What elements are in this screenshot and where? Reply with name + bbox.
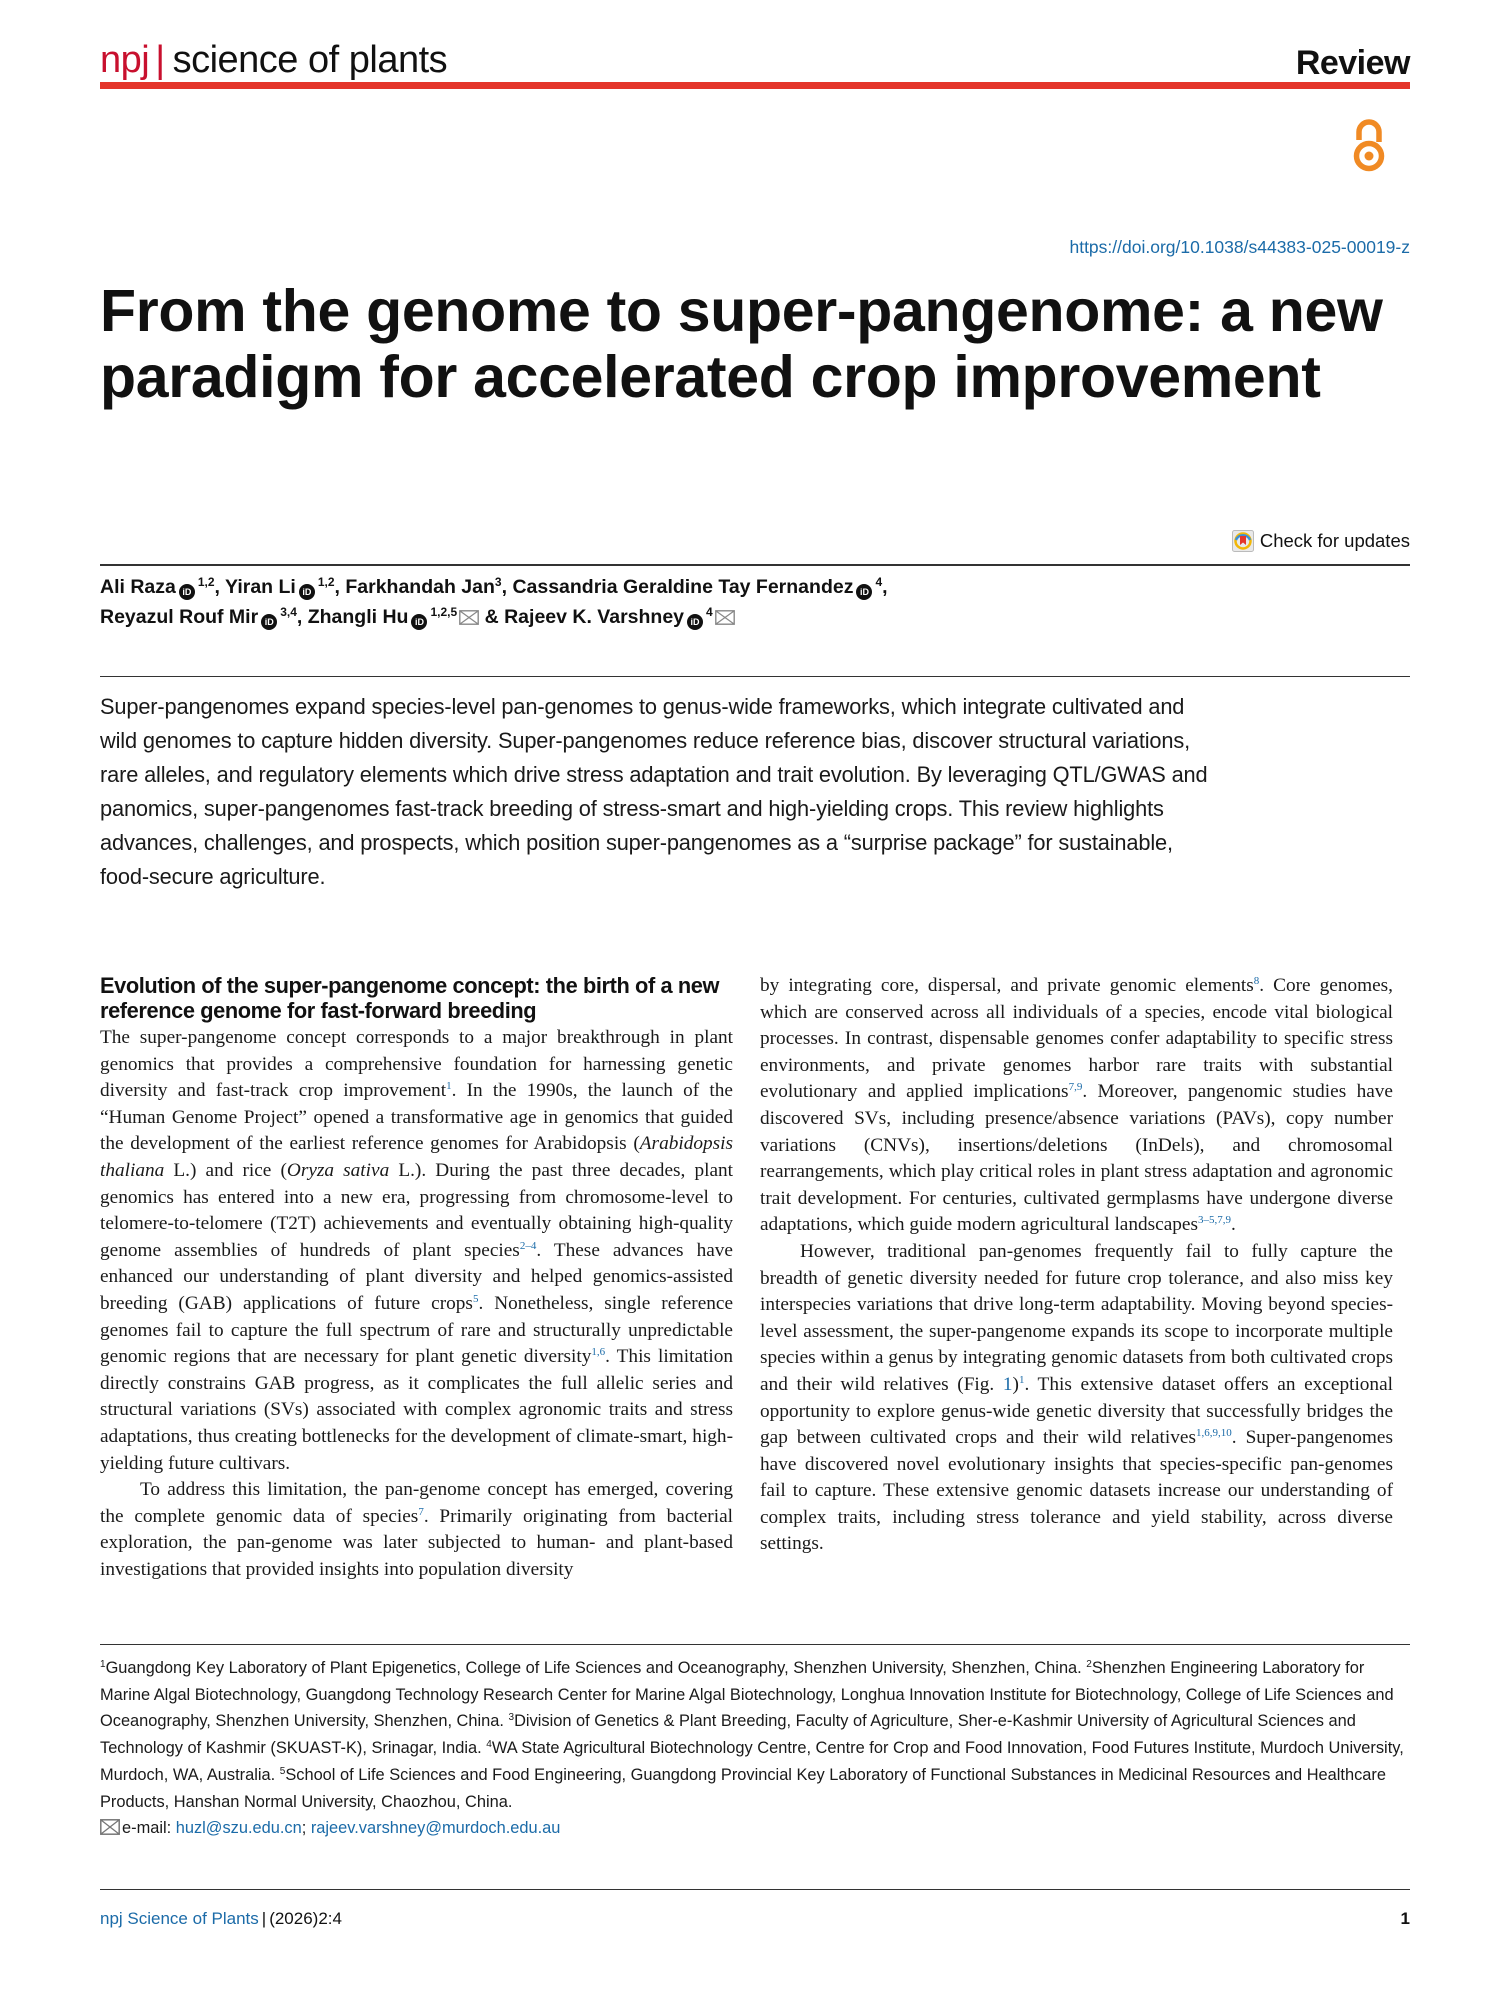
author-name: Ali Raza [100, 576, 176, 598]
page-number: 1 [1400, 1909, 1410, 1928]
figure-link[interactable]: 1 [1002, 1373, 1013, 1395]
author-name: Farkhandah Jan [345, 576, 495, 598]
orcid-icon[interactable]: iD [856, 584, 872, 600]
author-affiliation-ref: 4 [875, 575, 883, 589]
citation-ref[interactable]: 1 [1018, 1373, 1025, 1386]
email-link-hu[interactable]: huzl@szu.edu.cn [175, 1819, 302, 1838]
article-title: From the genome to super-pangenome: a new paradigm for accelerated crop improvement [100, 278, 1383, 410]
orcid-icon[interactable]: iD [299, 584, 315, 600]
text-run: ) [1012, 1373, 1019, 1395]
affiliations [100, 1655, 1412, 1842]
author-name: Rajeev K. Varshney [504, 606, 685, 628]
orcid-icon[interactable]: iD [179, 584, 195, 600]
affiliation-text: Division of Genetics & Plant Breeding, Faculty of Agriculture, Sher-e-Kashmir University of Agricultural Sciences and Technology of Kashmir (SKUAST-K), Srinagar, India. [100, 1712, 1356, 1758]
article-type: Review [1295, 44, 1410, 82]
text-run: To address this limitation, the pan-genome concept has emerged, covering the complete genomic data of species [100, 1479, 733, 1527]
paragraph [100, 1477, 733, 1583]
affiliation-text: Shenzhen Engineering Laboratory for Marine Algal Biotechnology, Guangdong Technology Research Center for Marine Algal Biotechnology, Longhua Innovation Institute for Biotechnology, College of Life Sciences and Oceanography, Shenzhen University, Shenzhen, China. [100, 1659, 1394, 1731]
author-name: Zhangli Hu [307, 606, 409, 628]
journal-name: science of plants [172, 39, 448, 81]
author-separator: , [296, 606, 308, 628]
author-separator: , [214, 576, 226, 598]
email-line [100, 1819, 560, 1837]
paragraph [100, 1025, 733, 1477]
email-icon[interactable] [459, 610, 479, 625]
affiliation-number: 5 [279, 1765, 286, 1777]
author-separator: & [479, 606, 505, 628]
affiliation-number: 4 [486, 1739, 492, 1751]
check-for-updates-icon [1232, 530, 1254, 552]
author-name: Cassandria Geraldine Tay Fernandez [512, 576, 854, 598]
author-separator: , [882, 576, 888, 598]
affiliation-number: 1 [100, 1659, 106, 1670]
author-affiliation-ref: 3 [494, 575, 502, 589]
text-run: L.) and rice ( [164, 1159, 287, 1181]
affiliation-text: School of Life Sciences and Food Engineering, Guangdong Provincial Key Laboratory of Functional Substances in Medicinal Resources and Healthcare Products, Hanshan Normal University, Chaozhou, China. [100, 1765, 1386, 1811]
check-for-updates-button[interactable] [1232, 530, 1410, 552]
text-run: . These advances have enhanced our understanding of plant diversity and helped genomics-assisted breeding (GAB) applications of future crops [100, 1239, 733, 1314]
author-separator: , [501, 576, 513, 598]
journal-separator: | [155, 39, 165, 81]
footer-bar: | [261, 1909, 267, 1928]
footer-rule [100, 1889, 1410, 1890]
abstract: Super-pangenomes expand species-level pan-genomes to genus-wide frameworks, which integrate cultivated and wild genomes to capture hidden diversity. Super-pangenomes reduce reference bias, discover structural variations, rare alleles, and regulatory elements which drive stress adaptation and trait evolution. By leveraging QTL/GWAS and panomics, super-pangenomes fast-track breeding of stress-smart and high-yielding crops. This review highlights advances, challenges, and prospects, which position super-pangenomes as a “surprise package” for sustainable, food-secure agriculture. [100, 694, 1208, 889]
orcid-icon[interactable]: iD [687, 614, 703, 630]
email-link-varshney[interactable]: rajeev.varshney@murdoch.edu.au [310, 1819, 561, 1838]
author-affiliation-ref: 3,4 [280, 605, 297, 619]
text-run: L.). During the past three decades, plant genomics has entered into a new era, progressing from chromosome-level to telomere-to-telomere (T2T) achievements and eventually obtaining high-quality genome assemblies of hundreds of plant species [100, 1159, 733, 1261]
citation-ref[interactable]: 5 [472, 1292, 479, 1305]
author-affiliation-ref: 4 [706, 605, 713, 619]
citation-ref[interactable]: 2–4 [519, 1239, 537, 1252]
text-run: The super-pangenome concept corresponds to a major breakthrough in plant genomics that provides a comprehensive foundation for harnessing genetic diversity and fast-track crop improvement [100, 1027, 733, 1102]
text-run: . Moreover, pangenomic studies have discovered SVs, including presence/absence variations (PAVs), copy number variations (CNVs), insertions/deletions (InDels), and chromosomal rearrangements, which play critical roles in plant stress adaptation and agronomic trait development. For centuries, cultivated germplasms have undergone diverse adaptations, which guide modern agricultural landscapes [760, 1081, 1393, 1236]
species-name: Arabidopsis thaliana [100, 1133, 733, 1181]
journal-prefix: npj [100, 39, 150, 81]
journal-logo [100, 38, 447, 82]
citation-ref[interactable]: 3–5,7,9 [1197, 1214, 1231, 1227]
body-column-left [100, 973, 733, 1583]
authors-rule [100, 676, 1410, 677]
citation-ref[interactable]: 1,6 [591, 1346, 606, 1359]
species-name: Oryza sativa [286, 1159, 390, 1181]
affiliation-text: WA State Agricultural Biotechnology Centre, Centre for Crop and Food Innovation, Food Futures Institute, Murdoch University, Murdoch, WA, Australia. [100, 1739, 1404, 1784]
affiliation-list [100, 1659, 1404, 1811]
footer-citation [100, 1909, 342, 1929]
doi-link[interactable]: https://doi.org/10.1038/s44383-025-00019-z [1069, 237, 1410, 257]
author-affiliation-ref: 1,2 [317, 575, 335, 589]
text-run: However, traditional pan-genomes frequently fail to fully capture the breadth of genetic diversity needed for future crop tolerance, and also miss key interspecies variations that drive long-term adaptability. Moving beyond species-level assessment, the super-pangenome expands its scope to incorporate multiple species within a genus by integrating genomic datasets from both cultivated crops and their wild relatives (Fig. [760, 1240, 1393, 1395]
affiliation-number: 3 [508, 1712, 515, 1724]
citation-ref[interactable]: 1 [446, 1080, 452, 1093]
citation-ref[interactable]: 1,6,9,10 [1195, 1427, 1232, 1440]
text-run: . Super-pangenomes have discovered novel evolutionary insights that species-specific pan-genomes fail to capture. These extensive genomic datasets increase our understanding of complex traits, including stress tolerance and yield stability, across diverse settings. [760, 1427, 1393, 1555]
affiliations-rule [100, 1644, 1410, 1645]
text-run: by integrating core, dispersal, and private genomic elements [760, 975, 1254, 996]
affiliation-number: 2 [1086, 1659, 1092, 1670]
email-icon [100, 1819, 120, 1835]
text-run: . [1230, 1214, 1236, 1236]
citation-ref[interactable]: 8 [1253, 975, 1260, 987]
author-name: Reyazul Rouf Mir [100, 606, 259, 628]
paragraph [760, 973, 1393, 1239]
text-run: . In the 1990s, the launch of the “Human Genome Project” opened a transformative age in genomics that guided the development of the earliest reference genomes for Arabidopsis ( [100, 1080, 733, 1155]
email-icon[interactable] [715, 610, 735, 625]
author-affiliation-ref: 1,2 [197, 575, 215, 589]
header-rule [100, 82, 1410, 89]
title-rule [100, 564, 1410, 566]
body-column-right [760, 973, 1393, 1558]
orcid-icon[interactable]: iD [411, 614, 427, 630]
open-access-icon [1353, 118, 1385, 174]
author-affiliation-ref: 1,2,5 [430, 605, 458, 619]
email-separator: ; [301, 1819, 311, 1838]
text-run: . This extensive dataset offers an exceptional opportunity to explore genus-wide genetic diversity that successfully bridges the gap between cultivated crops and their wild relatives [760, 1373, 1393, 1449]
author-separator: , [334, 576, 346, 598]
check-for-updates-label: Check for updates [1259, 530, 1410, 551]
text-run: . Nonetheless, single reference genomes fail to capture the full spectrum of rare and structurally unpredictable genomic regions that are necessary for plant genetic diversity [100, 1292, 734, 1368]
text-run: . Core genomes, which are conserved across all individuals of a species, encode vital biological processes. In contrast, dispensable genomes confer adaptability to specific stress environments, and private genomes harbor rare traits with substantial evolutionary and applied implications [760, 975, 1393, 1103]
section-heading: Evolution of the super-pangenome concept: the birth of a new reference genome for fast-forward breeding [100, 973, 720, 1023]
author-list [100, 572, 1410, 632]
email-label: e-mail: [122, 1819, 176, 1838]
citation-ref[interactable]: 7,9 [1068, 1081, 1083, 1094]
footer-volume: (2026)2:4 [269, 1909, 342, 1928]
paragraph [760, 1239, 1393, 1558]
orcid-icon[interactable]: iD [261, 614, 277, 630]
citation-ref[interactable]: 7 [418, 1505, 424, 1518]
footer-journal[interactable]: npj Science of Plants [100, 1909, 259, 1928]
text-run: . This limitation directly constrains GAB progress, as it complicates the full allelic series and structural variations (SVs) associated with complex agronomic traits and stress adaptations, thus creating bottlenecks for the development of climate-smart, high-yielding future cultivars. [100, 1346, 733, 1474]
affiliation-text: Guangdong Key Laboratory of Plant Epigenetics, College of Life Sciences and Oceanography, Shenzhen University, Shenzhen, China. [105, 1659, 1087, 1677]
text-run: . Primarily originating from bacterial exploration, the pan-genome was later subjected to human- and plant-based investigations that provided insights into population diversity [100, 1505, 733, 1580]
author-name: Yiran Li [225, 576, 296, 598]
